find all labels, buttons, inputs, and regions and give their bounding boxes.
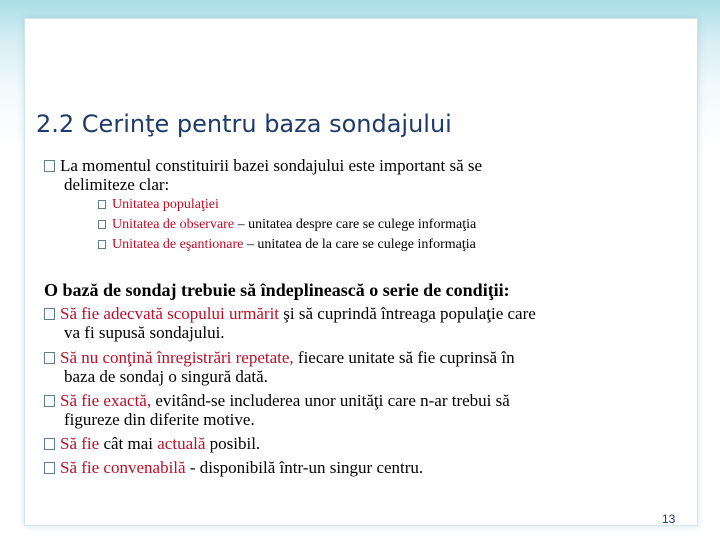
requirement-item — [44, 434, 684, 453]
requirement-text: posibil. — [205, 434, 261, 453]
requirement-item — [44, 304, 684, 342]
checkbox-bullet-icon — [44, 308, 55, 320]
requirement-term: Să fie exactă, — [60, 391, 152, 410]
requirement-term: Să fie — [60, 434, 100, 453]
slide-title: 2.2 Cerinţe pentru baza sondajului — [36, 110, 452, 138]
checkbox-bullet-icon — [44, 395, 55, 407]
requirement-term: Să nu conţină înregistrări repetate, — [60, 348, 294, 367]
sub-item — [98, 196, 219, 213]
sub-item — [98, 236, 476, 253]
checkbox-bullet-icon — [44, 160, 55, 172]
requirement-text: evitând-se includerea unor unităţi care n-ar trebui să — [151, 391, 510, 410]
page-number: 13 — [662, 512, 676, 526]
requirement-item — [44, 391, 684, 429]
sub-item — [98, 216, 476, 233]
intro-line-2: delimiteze clar: — [64, 175, 170, 194]
checkbox-bullet-icon — [98, 200, 106, 209]
requirement-text: cât mai — [99, 434, 158, 453]
sub-item-term: Unitatea de eşantionare — [112, 237, 244, 252]
sub-item-term: Unitatea populaţiei — [112, 197, 219, 212]
requirement-term-2: actuală — [157, 434, 206, 453]
checkbox-bullet-icon — [44, 438, 55, 450]
checkbox-bullet-icon — [98, 220, 106, 229]
requirement-item — [44, 458, 684, 477]
requirement-continuation: figureze din diferite motive. — [64, 410, 255, 429]
requirement-text: - disponibilă într-un singur centru. — [185, 458, 424, 477]
intro-paragraph — [44, 156, 624, 194]
checkbox-bullet-icon — [44, 462, 55, 474]
requirement-continuation: va fi supusă sondajului. — [64, 323, 225, 342]
requirement-continuation: baza de sondaj o singură dată. — [64, 367, 268, 386]
requirement-term: Să fie convenabilă — [60, 458, 186, 477]
checkbox-bullet-icon — [98, 240, 106, 249]
requirement-item — [44, 348, 684, 386]
requirements-heading: O bază de sondaj trebuie să îndeplinească o serie de condiţii: — [44, 280, 510, 300]
sub-item-term: Unitatea de observare — [112, 217, 235, 232]
checkbox-bullet-icon — [44, 352, 55, 364]
requirement-term: Să fie adecvată scopului urmărit — [60, 304, 280, 323]
requirement-text: şi să cuprindă întreaga populaţie care — [279, 304, 536, 323]
requirement-text: fiecare unitate să fie cuprinsă în — [293, 348, 515, 367]
sub-item-rest: – unitatea despre care se culege informaţia — [234, 217, 477, 232]
intro-line-1: La momentul constituirii bazei sondajului este important să se — [60, 156, 483, 175]
sub-item-rest: – unitatea de la care se culege informaţia — [243, 237, 476, 252]
